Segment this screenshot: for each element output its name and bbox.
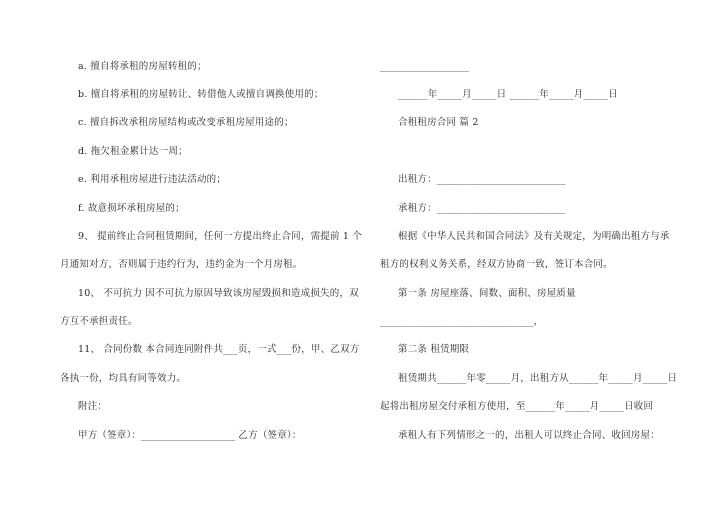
signature-line: 甲方（签章）：___________________ 乙方（签章）： — [78, 430, 302, 441]
clause-f: f. 故意损坏承租房屋的； — [78, 203, 185, 214]
date-line: ______年_____月_____日 ______年_____月_____日 — [398, 89, 618, 100]
clause-10-line-1: 10、 不可抗力 因不可抗力原因导致该房屋毁损和造成损失的，双 — [78, 288, 359, 299]
clause-d: d. 拖欠租金累计达一周； — [78, 146, 188, 157]
signature-underline: __________________ — [380, 61, 470, 72]
article-1-blank: _______________________________， — [380, 316, 544, 327]
preamble-line-2: 租方的权利义务关系，经双方协商一致，签订本合同。 — [380, 259, 613, 270]
lease-term-line-2: 起将出租房屋交付承租方使用，至______年_____月_____日收回 — [380, 401, 654, 412]
note-label: 附注： — [78, 401, 108, 412]
clause-e: e. 利用承租房屋进行违法活动的； — [78, 174, 227, 185]
article-2-heading: 第二条 租赁期限 — [398, 344, 470, 355]
preamble-line-1: 根据《中华人民共和国合同法》及有关规定，为明确出租方与承 — [398, 231, 670, 242]
lease-term-line-1: 租赁期共______年零_____月，出租方从______年_____月_____日 — [398, 373, 678, 384]
clause-a: a. 擅自将承租的房屋转租的； — [78, 61, 207, 72]
lessor-field: 出租方：__________________________ — [398, 174, 566, 185]
clause-c: c. 擅自拆改承租房屋结构或改变承租房屋用途的； — [78, 117, 294, 128]
clause-b: b. 擅自将承租的房屋转让、转借他人或擅自调换使用的； — [78, 89, 324, 100]
clause-10-line-2: 方互不承担责任。 — [60, 316, 138, 327]
clause-11-line-2: 各执一份，均具有同等效力。 — [60, 373, 187, 384]
clause-11-line-1: 11、 合同份数 本合同连同附件共___页，一式___份，甲、乙双方 — [78, 344, 360, 355]
termination-clause: 承租人有下列情形之一的，出租人可以终止合同、收回房屋： — [398, 430, 660, 441]
lessee-field: 承租方：__________________________ — [398, 203, 566, 214]
article-1-heading: 第一条 房屋座落、间数、面积、房屋质量 — [398, 288, 576, 299]
clause-9-line-2: 月通知对方，否则属于违约行为，违约金为一个月房租。 — [60, 259, 303, 270]
section-title: 合租租房合同 篇 2 — [398, 117, 479, 128]
clause-9-line-1: 9、 提前终止合同租赁期间，任何一方提出终止合同，需提前 1 个 — [78, 231, 363, 242]
